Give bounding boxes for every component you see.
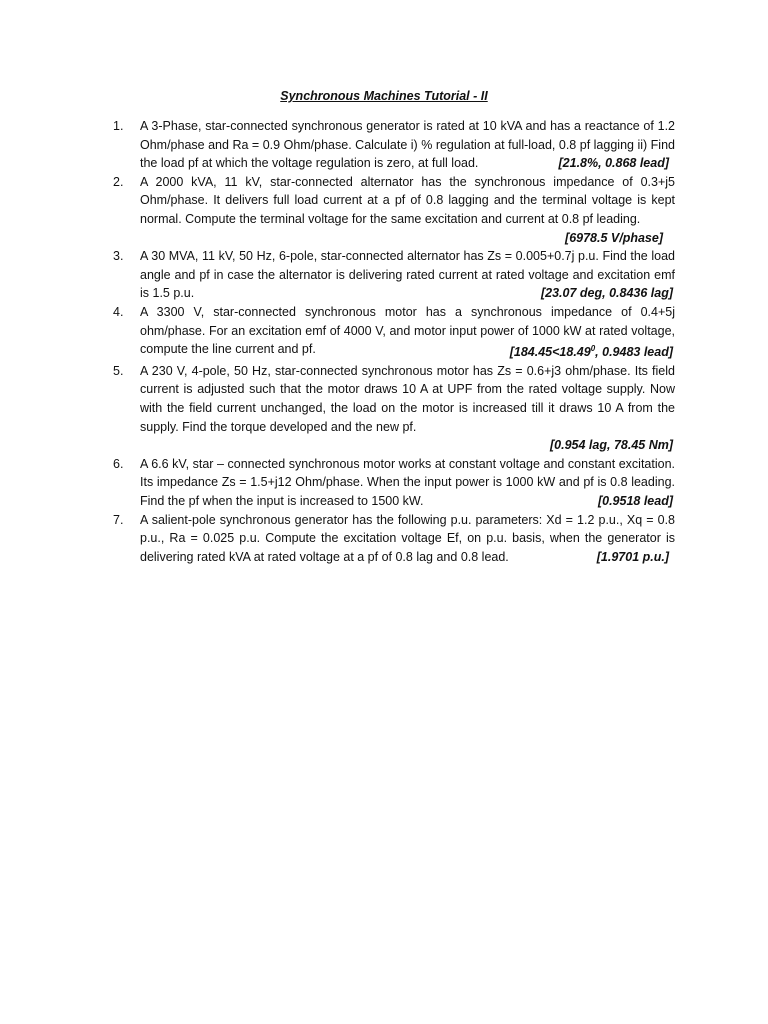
question-answer: [6978.5 V/phase] bbox=[565, 230, 663, 245]
question-item-4 bbox=[113, 303, 675, 362]
question-text: A 3-Phase, star-connected synchronous generator is rated at 10 kVA and has a reactance of 1.2 Ohm/phase and Ra = 0.9 Ohm/phase. Calculate i) % regulation at full-load, 0.8 pf lagging ii) Find the load pf at which the voltage regulation is zero, at full load. bbox=[140, 119, 675, 171]
question-item-1 bbox=[113, 117, 675, 173]
answer-part: , 0.9483 lead] bbox=[595, 345, 673, 360]
question-number: 7. bbox=[113, 512, 124, 527]
question-answer: [0.9518 lead] bbox=[597, 494, 673, 509]
question-number: 1. bbox=[113, 119, 124, 133]
question-number: 4. bbox=[113, 304, 124, 319]
answer-part: [184.45<18.49 bbox=[509, 345, 591, 360]
question-text: A 230 V, 4-pole, 50 Hz, star-connected synchronous motor has Zs = 0.6+j3 ohm/phase. Its field current is adjusted such that the motor draws 10 A at UPF from the rated voltage supply. Now with the field current unchanged, the load on the motor is increased till it draws 10 A from the supply. Find the torque developed and the new pf. bbox=[140, 363, 675, 434]
question-item-3 bbox=[113, 247, 675, 303]
question-number: 3. bbox=[113, 249, 124, 264]
question-item-2 bbox=[113, 173, 675, 247]
question-text: A 6.6 kV, star – connected synchronous motor works at constant voltage and constant excitation. Its impedance Zs = 1.5+j12 Ohm/phase. When the input power is 1000 kW and pf is 0.8 leading. Find the pf when the input is increased to 1500 kW. bbox=[140, 456, 675, 509]
question-number: 6. bbox=[113, 456, 124, 471]
question-number: 5. bbox=[113, 363, 124, 378]
question-item-7 bbox=[113, 511, 675, 567]
question-list bbox=[113, 117, 675, 566]
degree-superscript: 0 bbox=[590, 344, 596, 354]
question-item-6 bbox=[113, 455, 675, 511]
question-text: A 2000 kVA, 11 kV, star-connected alternator has the synchronous impedance of 0.3+j5 Ohm/phase. It delivers full load current at a pf of 0.8 lagging and the terminal voltage is kept normal. Compute the terminal voltage for the same excitation and current at 0.8 pf leading. bbox=[140, 174, 675, 226]
question-text: A 3300 V, star-connected synchronous motor has a synchronous impedance of 0.4+5j ohm/phase. For an excitation emf of 4000 V, and motor input power of 1000 kW at rated voltage, compute the line current and pf. bbox=[140, 304, 675, 357]
question-answer: [21.8%, 0.868 lead] bbox=[558, 156, 669, 171]
question-answer: [0.954 lag, 78.45 Nm] bbox=[550, 438, 673, 453]
question-answer bbox=[500, 340, 675, 362]
question-answer: [23.07 deg, 0.8436 lag] bbox=[540, 286, 673, 301]
question-answer: [1.9701 p.u.] bbox=[596, 549, 669, 564]
document-title: Synchronous Machines Tutorial - II bbox=[280, 89, 488, 103]
question-item-5 bbox=[113, 362, 675, 455]
question-text: A salient-pole synchronous generator has the following p.u. parameters: Xd = 1.2 p.u., Xq = 0.8 p.u., Ra = 0.025 p.u. Compute the excitation voltage Ef, on p.u. basis, when the generator is delivering rated kVA at rated voltage at a pf of 0.8 lag and 0.8 lead. bbox=[140, 512, 675, 564]
question-number: 2. bbox=[113, 174, 124, 189]
question-text: A 30 MVA, 11 kV, 50 Hz, 6-pole, star-connected alternator has Zs = 0.005+0.7j p.u. Find the load angle and pf in case the alternator is delivering rated current at rated voltage and excitation emf is 1.5 p.u. bbox=[140, 249, 675, 301]
